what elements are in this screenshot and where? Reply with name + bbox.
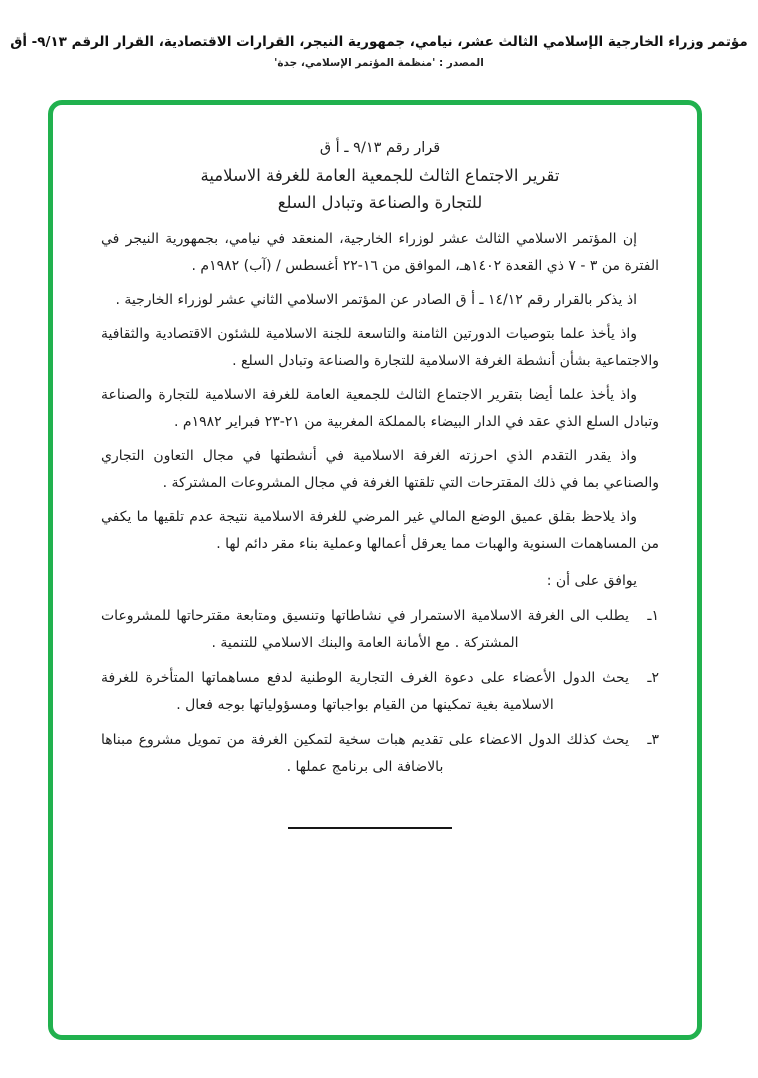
item-number: ١ـ xyxy=(647,608,659,624)
header-citation-line: مؤتمر وزراء الخارجية الإسلامي الثالث عشر، نيامي، جمهورية النيجر، القرارات الاقتصادية، القرار الرقم ٩/١٣- أق xyxy=(10,34,748,50)
header-source-line: المصدر : 'منظمة المؤتمر الإسلامي، جدة' xyxy=(274,57,484,69)
resolution-title-line-2: للتجارة والصناعة وتبادل السلع xyxy=(277,193,483,212)
resolution-items-list xyxy=(101,603,659,781)
item-text: يحث كذلك الدول الاعضاء على تقديم هبات سخية لتمكين الغرفة من تمويل مشروع مبناها بالاضافة الى برنامج عملها . xyxy=(101,732,629,775)
document-header xyxy=(0,0,758,69)
item-number: ٣ـ xyxy=(647,732,659,748)
end-divider-line xyxy=(288,827,452,829)
resolution-title-line-1: تقرير الاجتماع الثالث للجمعية العامة للغرفة الاسلامية xyxy=(200,166,560,185)
agreement-lead-line: يوافق على أن : xyxy=(546,573,637,589)
paragraph-taking-note-report: واذ يأخذ علما أيضا بتقرير الاجتماع الثالث للجمعية العامة للغرفة الاسلامية للتجارة والصناعة وتبادل السلع الذي عقد في الدار البيضاء بالمملكة المغربية من ٢١-٢٣ فبراير ١٩٨٢م . xyxy=(101,387,659,430)
resolution-item-3 xyxy=(101,727,659,781)
resolution-item-2 xyxy=(101,665,659,719)
paragraph-appreciating-progress: واذ يقدر التقدم الذي احرزته الغرفة الاسلامية في أنشطتها في مجال التعاون التجاري والصناعي بما في ذلك المقترحات التي تلقتها الغرفة في مجال المشروعات المشتركة . xyxy=(101,448,659,491)
item-text: يطلب الى الغرفة الاسلامية الاستمرار في نشاطاتها وتنسيق ومتابعة مقترحاتها للمشروعات المشتركة . مع الأمانة العامة والبنك الاسلامي للتنمية . xyxy=(101,608,629,651)
paragraph-preamble: إن المؤتمر الاسلامي الثالث عشر لوزراء الخارجية، المنعقد في نيامي، بجمهورية النيجر في الفترة من ٣ - ٧ ذي القعدة ١٤٠٢هـ، الموافق من ١٦-٢٢ أغسطس / (آب) ١٩٨٢م . xyxy=(101,231,659,274)
item-text: يحث الدول الأعضاء على دعوة الغرف التجارية الوطنية لدفع مساهماتها المتأخرة للغرفة الاسلامية بغية تمكينها من القيام بواجباتها ومسؤولياتها بوجه فعال . xyxy=(101,670,629,713)
paragraph-taking-note-sessions: واذ يأخذ علما بتوصيات الدورتين الثامنة والتاسعة للجنة الاسلامية للشئون الاقتصادية والثقافية والاجتماعية بشأن أنشطة الغرفة الاسلامية للتجارة والصناعة وتبادل السلع . xyxy=(101,326,659,369)
green-border-frame xyxy=(48,100,702,1040)
paragraph-noting-concern: واذ يلاحظ بقلق عميق الوضع المالي غير المرضي للغرفة الاسلامية نتيجة عدم تلقيها ما يكفي من المساهمات السنوية والهبات مما يعرقل أعمالها وعملية بناء مقر دائم لها . xyxy=(101,509,659,552)
resolution-item-1 xyxy=(101,603,659,657)
item-number: ٢ـ xyxy=(647,670,659,686)
resolution-title-block xyxy=(101,135,659,216)
resolution-body xyxy=(101,135,659,829)
paragraph-recalling: اذ يذكر بالقرار رقم ١٤/١٢ ـ أ ق الصادر عن المؤتمر الاسلامي الثاني عشر لوزراء الخارجية . xyxy=(115,292,637,308)
resolution-number-line: قرار رقم ٩/١٣ ـ أ ق xyxy=(319,140,441,156)
